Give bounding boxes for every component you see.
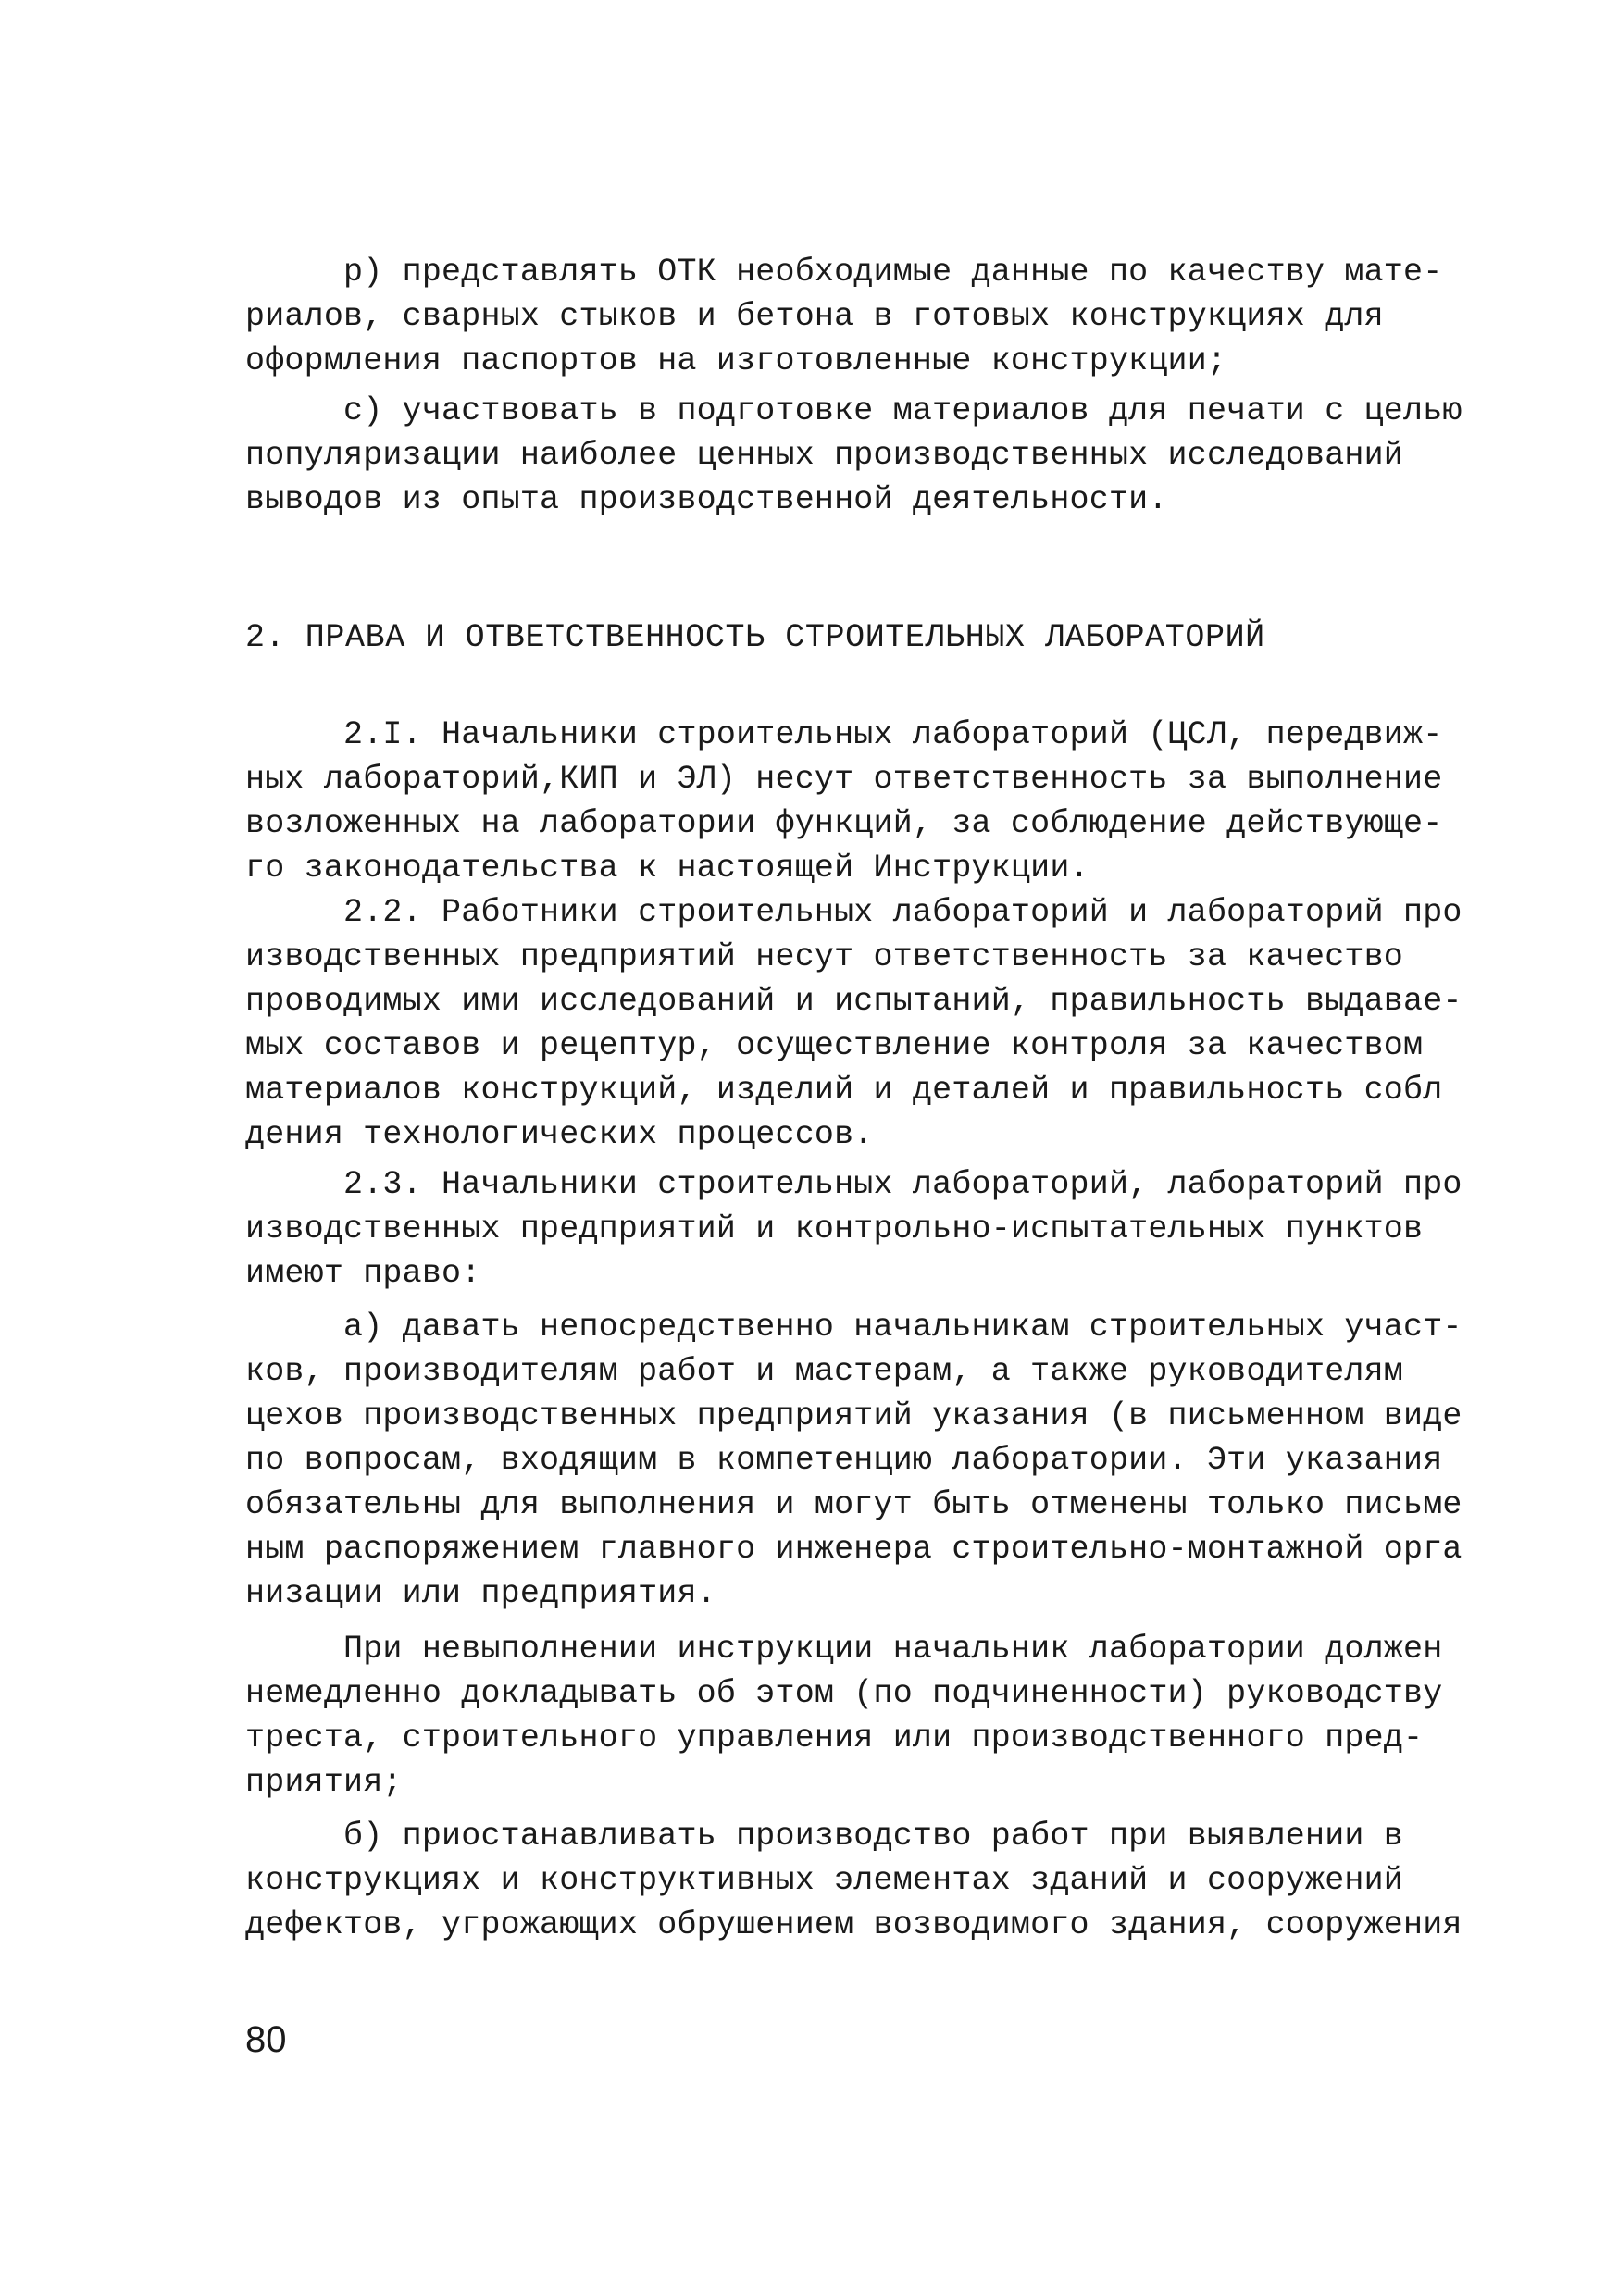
- text-line: риалов, сварных стыков и бетона в готовых конструкциях для: [245, 298, 1384, 335]
- text-line: дения технологических процессов.: [245, 1116, 874, 1153]
- text-line: р) представлять ОТК необходимые данные по качеству мате-: [245, 254, 1443, 291]
- text-line: низации или предприятия.: [245, 1575, 716, 1612]
- text-line: возложенных на лаборатории функций, за соблюдение действующе-: [245, 805, 1443, 842]
- text-line: цехов производственных предприятий указания (в письменном виде: [245, 1397, 1462, 1434]
- text-line: а) давать непосредственно начальникам строительных участ-: [245, 1309, 1462, 1346]
- text-line: б) приостанавливать производство работ при выявлении в: [245, 1818, 1404, 1855]
- text-line: ным распоряжением главного инженера строительно-монтажной орга: [245, 1531, 1462, 1568]
- text-line: популяризации наиболее ценных производственных исследований: [245, 437, 1404, 474]
- text-line: изводственных предприятий и контрольно-испытательных пунктов: [245, 1210, 1424, 1247]
- text-line: оформления паспортов на изготовленные конструкции;: [245, 342, 1227, 379]
- text-line: 2.I. Начальники строительных лабораторий (ЦСЛ, передвиж-: [245, 716, 1443, 753]
- text-line: приятия;: [245, 1764, 403, 1801]
- text-line: При невыполнении инструкции начальник лаборатории должен: [245, 1631, 1443, 1668]
- text-line: выводов из опыта производственной деятельности.: [245, 481, 1168, 518]
- text-line: имеют право:: [245, 1255, 481, 1292]
- text-line: ных лабораторий,КИП и ЭЛ) несут ответственность за выполнение: [245, 761, 1443, 798]
- text-line: дефектов, угрожающих обрушением возводимого здания, сооружения: [245, 1906, 1462, 1943]
- text-line: треста, строительного управления или производственного пред-: [245, 1719, 1424, 1756]
- page-number: 80: [245, 2019, 287, 2060]
- text-line: материалов конструкций, изделий и деталей и правильность собл: [245, 1072, 1443, 1109]
- text-line: ков, производителям работ и мастерам, а также руководителям: [245, 1353, 1404, 1390]
- text-line: изводственных предприятий несут ответственность за качество: [245, 938, 1404, 975]
- text-line: 2.2. Работники строительных лабораторий и лабораторий про: [245, 894, 1462, 931]
- text-line: обязательны для выполнения и могут быть отменены только письме: [245, 1486, 1462, 1523]
- text-line: го законодательства к настоящей Инструкции.: [245, 850, 1089, 887]
- text-line: 2.3. Начальники строительных лабораторий, лабораторий про: [245, 1166, 1462, 1203]
- text-line: конструкциях и конструктивных элементах зданий и сооружений: [245, 1862, 1404, 1899]
- section-heading: 2. ПРАВА И ОТВЕТСТВЕННОСТЬ СТРОИТЕЛЬНЫХ ЛАБОРАТОРИЙ: [245, 619, 1265, 656]
- text-line: проводимых ими исследований и испытаний, правильность выдавае-: [245, 983, 1462, 1020]
- text-line: по вопросам, входящим в компетенцию лаборатории. Эти указания: [245, 1442, 1443, 1479]
- text-line: немедленно докладывать об этом (по подчиненности) руководству: [245, 1675, 1443, 1712]
- text-line: мых составов и рецептур, осуществление контроля за качеством: [245, 1027, 1424, 1064]
- text-line: с) участвовать в подготовке материалов для печати с целью: [245, 392, 1462, 429]
